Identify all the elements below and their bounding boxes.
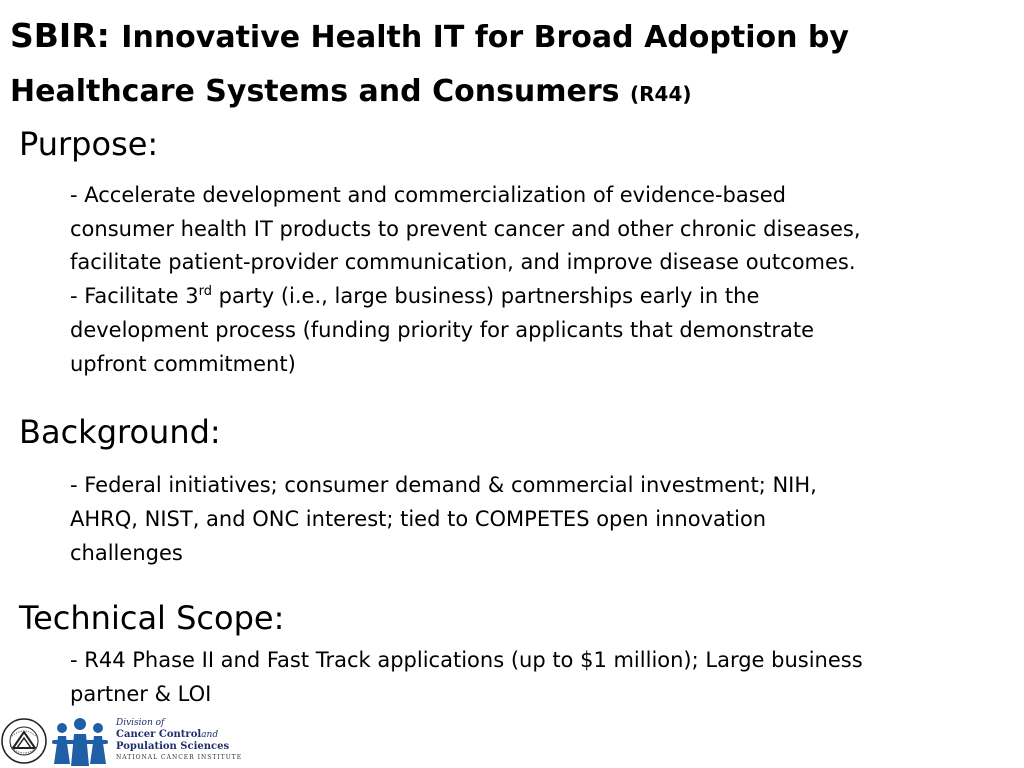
- title-line2: Healthcare Systems and Consumers: [10, 74, 630, 109]
- technical-scope-paragraph: [70, 643, 970, 711]
- nci-text: NATIONAL CANCER INSTITUTE: [116, 754, 243, 761]
- footer-logos: [0, 712, 260, 768]
- title-prefix: SBIR:: [10, 16, 122, 55]
- dccps-wordmark: [116, 718, 242, 763]
- purpose-line-5: development process (funding priority for applicants that demonstrate: [70, 318, 815, 342]
- division-of-text: Division of: [116, 718, 165, 728]
- purpose-line-6: upfront commitment): [70, 352, 296, 376]
- purpose-line-4: [70, 279, 970, 313]
- dccps-people-logo-icon: [50, 716, 110, 768]
- background-heading: Background:: [19, 413, 221, 451]
- scope-line-1: - R44 Phase II and Fast Track applications (up to $1 million); Large business: [70, 648, 863, 672]
- division-cancer-control-text: Cancer Control: [116, 729, 202, 740]
- technical-scope-heading: Technical Scope:: [19, 599, 285, 637]
- purpose-line-2: consumer health IT products to prevent cancer and other chronic diseases,: [70, 217, 861, 241]
- scope-line-2: partner & LOI: [70, 682, 212, 706]
- purpose-line-4a: - Facilitate 3: [70, 284, 199, 308]
- division-population-sciences: Population Sciences: [116, 741, 230, 752]
- purpose-paragraph: [70, 178, 970, 381]
- purpose-line-4b: party (i.e., large business) partnerships early in the: [212, 284, 760, 308]
- nih-seal-icon: [0, 716, 48, 766]
- background-line-3: challenges: [70, 541, 183, 565]
- background-line-1: - Federal initiatives; consumer demand & commercial investment; NIH,: [70, 473, 817, 497]
- title-line1: Innovative Health IT for Broad Adoption by: [121, 20, 849, 55]
- division-cancer-control: [116, 729, 242, 741]
- purpose-heading: Purpose:: [19, 125, 159, 163]
- division-and-text: and: [201, 730, 219, 740]
- superscript-rd: rd: [198, 284, 212, 299]
- title-tag: (R44): [629, 82, 692, 106]
- purpose-line-1: - Accelerate development and commercialization of evidence-based: [70, 183, 786, 207]
- slide-title: [10, 10, 1010, 120]
- purpose-line-3: facilitate patient-provider communication, and improve disease outcomes.: [70, 250, 856, 274]
- background-paragraph: [70, 468, 970, 570]
- background-line-2: AHRQ, NIST, and ONC interest; tied to COMPETES open innovation: [70, 507, 767, 531]
